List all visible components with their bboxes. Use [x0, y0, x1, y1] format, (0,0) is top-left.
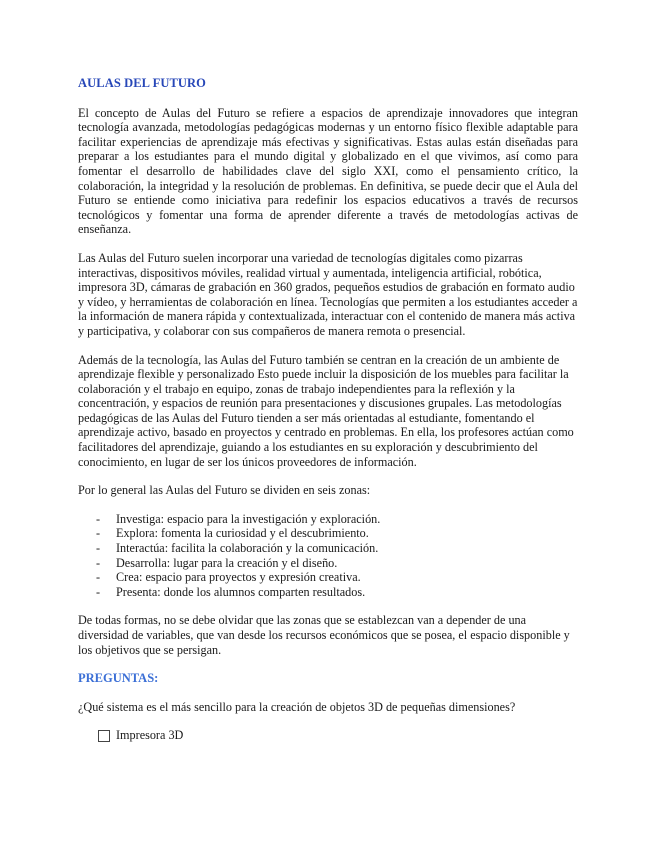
zone-label: Interactúa: facilita la colaboración y la comunicación.	[116, 541, 379, 556]
list-dash: -	[96, 555, 101, 570]
list-item	[96, 570, 578, 585]
list-dash: -	[96, 584, 101, 599]
questions-heading: PREGUNTAS:	[78, 671, 159, 686]
list-dash: -	[96, 511, 101, 526]
document-title: AULAS DEL FUTURO	[78, 76, 207, 90]
checkbox[interactable]	[98, 730, 110, 742]
list-item	[96, 585, 578, 600]
paragraph-technologies: Las Aulas del Futuro suelen incorporar una variedad de tecnologías digitales como pizarras interactivas, dispositivos móviles, realidad virtual y aumentada, inteligencia artificial, robótica, impresora 3D, cámaras de grabación en 360 grados, pequeños estudios de grabación en formato audio y vídeo, y herramientas de colaboración en línea. Tecnologías que permiten a los estudiantes acceder a la información de manera rápida y contextualizada, interactuar con el contenido de manera más activa y participativa, y colaborar con sus compañeros de manera remota o presencial.	[78, 250, 578, 338]
list-item	[96, 556, 578, 571]
list-item	[96, 526, 578, 541]
zones-list	[78, 512, 578, 600]
list-dash: -	[96, 570, 101, 585]
zone-label: Desarrolla: lugar para la creación y el diseño.	[116, 555, 338, 570]
zone-label: Crea: espacio para proyectos y expresión creativa.	[116, 570, 361, 585]
zone-label: Presenta: donde los alumnos comparten resultados.	[116, 584, 366, 599]
paragraph-zones-intro: Por lo general las Aulas del Futuro se dividen en seis zonas:	[78, 483, 371, 498]
list-item	[96, 541, 578, 556]
paragraph-closing: De todas formas, no se debe olvidar que las zonas que se establezcan van a depender de una diversidad de variables, que van desde los recursos económicos que se posea, el espacio disponible y los objetivos que se persigan.	[78, 613, 570, 657]
paragraph-intro: El concepto de Aulas del Futuro se refiere a espacios de aprendizaje innovadores que integran tecnología avanzada, metodologías pedagógicas modernas y un entorno físico flexible adaptable para facilitar experiencias de aprendizaje más efectivas y significativas. Estas aulas están diseñadas para preparar a los estudiantes para el mundo digital y globalizado en el que vivimos, así como para fomentar el desarrollo de habilidades clave del siglo XXI, como el pensamiento crítico, la colaboración, la integridad y la resolución de problemas. En definitiva, se puede decir que el Aula del Futuro se entiende como iniciativa para redefinir los espacios educativos a través de recursos tecnológicos y fomentar una forma de aprender diferente a través de metodologías activas de enseñanza.	[78, 105, 578, 237]
option-label: Impresora 3D	[116, 728, 184, 743]
answer-option[interactable]	[78, 728, 578, 743]
list-item	[96, 512, 578, 527]
list-dash: -	[96, 526, 101, 541]
zone-label: Investiga: espacio para la investigación y exploración.	[116, 511, 381, 526]
question-text: ¿Qué sistema es el más sencillo para la creación de objetos 3D de pequeñas dimensiones?	[78, 699, 516, 714]
paragraph-methodology: Además de la tecnología, las Aulas del Futuro también se centran en la creación de un ambiente de aprendizaje flexible y personalizado Esto puede incluir la disposición de los muebles para facilitar la colaboración y el trabajo en equipo, zonas de trabajo independientes para la reflexión y la concentración, y espacios de reunión para presentaciones y discusiones grupales. Las metodologías pedagógicas de las Aulas del Futuro tienden a ser más orientadas al estudiante, fomentando el aprendizaje activo, basado en proyectos y centrado en problemas. En ella, los profesores actúan como facilitadores del aprendizaje, guiando a los estudiantes en su exploración y descubrimiento del conocimiento, en lugar de ser los únicos proveedores de información.	[78, 352, 574, 469]
zone-label: Explora: fomenta la curiosidad y el descubrimiento.	[116, 526, 369, 541]
document-body	[78, 76, 578, 743]
list-dash: -	[96, 541, 101, 556]
